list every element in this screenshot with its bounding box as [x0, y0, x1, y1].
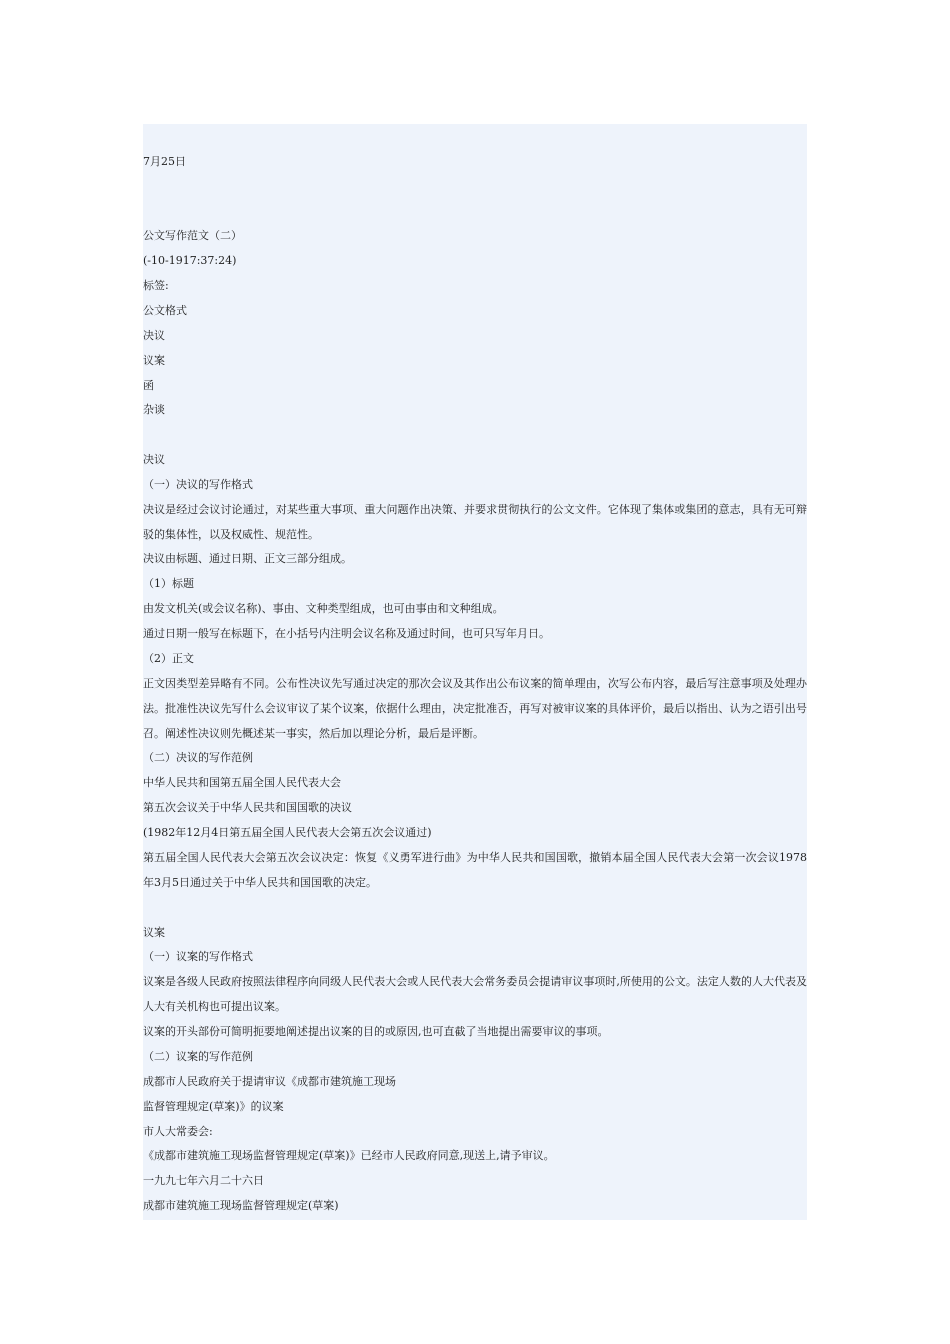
example-body: 《成都市建筑施工现场监督管理规定(草案)》已经市人民政府同意,现送上,请予审议。 — [143, 1149, 555, 1162]
example-addressee: 市人大常委会: — [143, 1125, 213, 1138]
tag-link[interactable]: 函 — [143, 379, 154, 392]
subsection-heading: （一）议案的写作格式 — [143, 950, 253, 963]
example-note: (1982年12月4日第五届全国人民代表大会第五次会议通过) — [143, 826, 432, 839]
section-heading: 议案 — [143, 926, 165, 939]
subsection-heading: （二）议案的写作范例 — [143, 1050, 253, 1063]
tag-link[interactable]: 公文格式 — [143, 304, 187, 317]
paragraph: 通过日期一般写在标题下，在小括号内注明会议名称及通过时间，也可只写年月日。 — [143, 627, 550, 640]
example-title-line: 第五次会议关于中华人民共和国国歌的决议 — [143, 801, 352, 814]
article-title: 公文写作范文（二） — [143, 229, 242, 242]
list-item: （1）标题 — [143, 577, 194, 590]
document-panel — [143, 124, 807, 1220]
section-heading: 决议 — [143, 453, 165, 466]
paragraph: 议案是各级人民政府按照法律程序向同级人民代表大会或人民代表大会常务委员会提请审议事项时,所使用的公文。法定人数的人大代表及人大有关机构也可提出议案。 — [143, 975, 807, 1013]
subsection-heading: （一）决议的写作格式 — [143, 478, 253, 491]
paragraph: 议案的开头部份可简明扼要地阐述提出议案的目的或原因,也可直截了当地提出需要审议的事项。 — [143, 1025, 609, 1038]
example-title-line: 成都市人民政府关于提请审议《成都市建筑施工现场 — [143, 1075, 396, 1088]
example-title-line: 中华人民共和国第五届全国人民代表大会 — [143, 776, 341, 789]
paragraph: 决议是经过会议讨论通过，对某些重大事项、重大问题作出决策、并要求贯彻执行的公文文件。它体现了集体或集团的意志，具有无可辩驳的集体性，以及权威性、规范性。 — [143, 503, 807, 541]
article-timestamp: (-10-1917:37:24) — [143, 254, 237, 267]
example-date: 一九九七年六月二十六日 — [143, 1174, 264, 1187]
subsection-heading: （二）决议的写作范例 — [143, 751, 253, 764]
list-item: （2）正文 — [143, 652, 194, 665]
tag-link[interactable]: 议案 — [143, 354, 165, 367]
example-title-line: 监督管理规定(草案)》的议案 — [143, 1100, 284, 1113]
paragraph: 决议由标题、通过日期、正文三部分组成。 — [143, 552, 352, 565]
tag-link[interactable]: 决议 — [143, 329, 165, 342]
paragraph: 由发文机关(或会议名称)、事由、文种类型组成，也可由事由和文种组成。 — [143, 602, 504, 615]
example-attachment-title: 成都市建筑施工现场监督管理规定(草案) — [143, 1199, 339, 1212]
tag-link[interactable]: 杂谈 — [143, 403, 165, 416]
example-body: 第五届全国人民代表大会第五次会议决定：恢复《义勇军进行曲》为中华人民共和国国歌，撤销本届全国人民代表大会第一次会议1978年3月5日通过关于中华人民共和国国歌的决定。 — [143, 851, 807, 889]
tags-label: 标签: — [143, 279, 169, 292]
date-line: 7月25日 — [143, 155, 186, 168]
paragraph: 正文因类型差异略有不同。公布性决议先写通过决定的那次会议及其作出公布议案的简单理由，次写公布内容，最后写注意事项及处理办法。批准性决议先写什么会议审议了某个议案，依据什么理由，决定批准否，再写对被审议案的具体评价，最后以指出、认为之语引出号召。阐述性决议则先概述某一事实，然后加以理论分析，最后是评断。 — [143, 677, 807, 740]
